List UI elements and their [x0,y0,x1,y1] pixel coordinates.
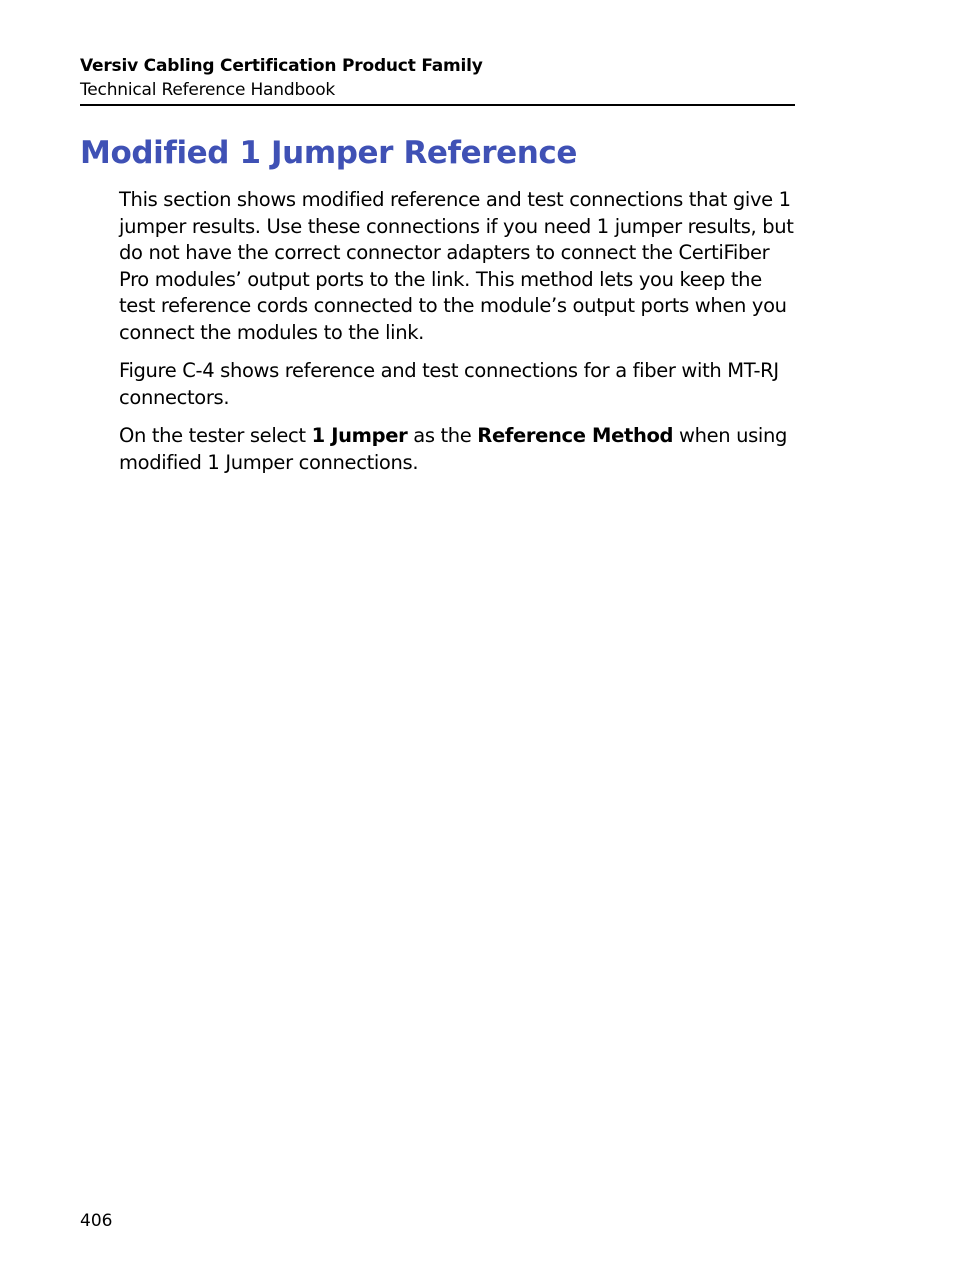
jumper-option-label: 1 Jumper [311,424,408,447]
running-header [80,54,795,106]
page-number: 406 [80,1211,113,1231]
paragraph-tester-instruction [119,423,799,476]
header-handbook-title: Technical Reference Handbook [80,80,336,100]
paragraph-intro: This section shows modified reference and test connections that give 1 jumper results. Use these connections if you need 1 jumper results, but do not have the correct connector adapters to connect the CertiFiber Pro modules’ output ports to the link. This method lets you keep the test reference cords connected to the module’s output ports when you connect the modules to the link. [119,188,794,344]
section-title: Modified 1 Jumper Reference [80,135,578,171]
paragraph-figure-reference: Figure C-4 shows reference and test connections for a fiber with MT-RJ connectors. [119,359,779,409]
instruction-text-3: when using modified 1 Jumper connections. [119,424,788,474]
instruction-text-2: as the [407,424,478,447]
instruction-text-1: On the tester select [119,424,312,447]
reference-method-label: Reference Method [477,424,674,447]
section-body [119,187,799,488]
header-product-title: Versiv Cabling Certification Product Family [80,56,483,76]
